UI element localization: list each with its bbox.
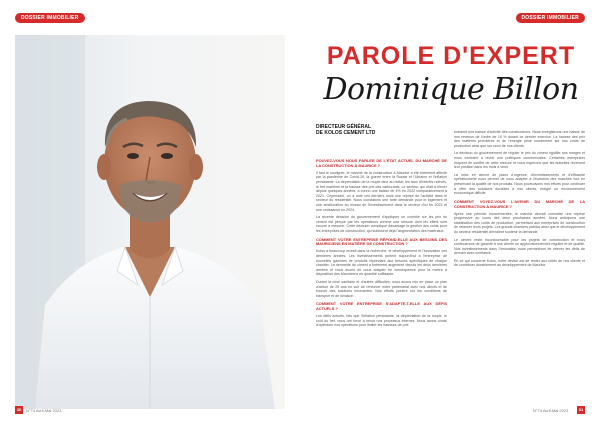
article-column-1 (316, 155, 447, 403)
article-paragraph: La récente décision du gouvernement d'appliquer un contrôle sur les prix du ciment est perçue par les opérateurs comme une mesure dont les effets sont encore à mesurer. Cette décision complique davantage la gestion des coûts pour les entreprises de construction, qui subissent déjà l'augmentation des matériaux. (316, 215, 447, 233)
footer-issue-right: N°74 Avril-Mai 2023 (533, 408, 569, 413)
article-paragraph: entraîné une baisse d'activité des constructeurs. Nous enregistrons une baisse de nos revenus de l'ordre de 10 % durant ce dernier exercice. La hausse des prix des matières premières et de l'énergie pèse lourdement sur nos coûts de production ainsi que sur ceux de nos clients. (454, 130, 585, 148)
article-paragraph: En ce qui concerne Kolos, notre devise est de rester aux côtés de nos clients et de contribuer durablement au développement de Maurice. (454, 258, 585, 268)
portrait-illustration (15, 35, 285, 409)
byline-company: DE KOLOS CEMENT LTD (316, 130, 376, 137)
portrait-photo (15, 35, 285, 409)
section-tag-right: DOSSIER IMMOBILIER (516, 13, 586, 23)
interview-question: COMMENT VOYEZ-VOUS L'AVENIR DU MARCHÉ DE LA CONSTRUCTION À MAURICE ? (454, 198, 585, 209)
expert-name-signature: Dominique Billon (323, 72, 579, 107)
page-number-right: 31 (578, 407, 584, 412)
footer-issue-left: N°74 Avril-Mai 2023 (26, 408, 62, 413)
article-column-2 (454, 130, 585, 403)
interview-question: POUVEZ-VOUS NOUS PARLER DE L'ÉTAT ACTUEL DU MARCHÉ DE LA CONSTRUCTION À MAURICE ? (316, 158, 447, 168)
article-paragraph: Kolos a beaucoup investi dans la recherche, le développement et l'innovation ces dernières années. Les investissements portent aujourd'hui à l'entreprise de nouvelles gammes de produits répondant aux besoins spécifiques de chaque chantier. La demande de ciment a fortement augmenté depuis les deux dernières années et nous avons dû nous adapter en conséquence pour la mettre à disposition des Mauriciens en quantité suffisante. (316, 249, 447, 277)
article-paragraph: La décision du gouvernement de réguler le prix du ciment rigidifie nos marges et nous contraint à revoir nos politiques commerciales. Certaines entreprises risquent de souffrir de cette mesure et nous espérons que les autorités reverront leur position dans les mois à venir. (454, 151, 585, 170)
article-title: PAROLE D'EXPERT (326, 42, 576, 70)
section-tag-left: DOSSIER IMMOBILIER (15, 13, 85, 23)
byline (316, 124, 416, 137)
article-paragraph: Durant la crise sanitaire et d'autres difficultés, nous avons mis en place un plan d'action de 25 ans en vue de renforcer notre partenariat avec nos clients et de trouver des solutions innovantes. Nos efforts portent sur les conditions de transport et de livraison. (316, 279, 447, 298)
page-number-left: 30 (16, 407, 22, 412)
byline-role: DIRECTEUR GÉNÉRAL (316, 124, 372, 130)
article-paragraph: Après une période mouvementée, le marché devrait connaître une reprise progressive au cours des deux prochaines années. Nous anticipons une stabilisation des coûts de production, permettant aux entreprises de construction de relancer leurs projets. Les grands chantiers publics ainsi que le développement du secteur résidentiel devraient soutenir la demande. (454, 211, 585, 234)
article-paragraph: Le ciment reste incontournable pour les projets de construction et nous continuerons de garantir à nos clients un approvisionnement régulier et de qualité. Nos investissements dans l'innovation nous permettront de relever les défis de demain avec confiance. (454, 237, 585, 256)
article-paragraph: La mise en œuvre de plans d'urgence, d'investissements et d'efficacité opérationnelle nous permet de nous adapter à l'évolution des marchés tout en préservant la qualité de nos produits. Nous poursuivons nos efforts pour continuer à offrir des solutions durables à nos clients, malgré un environnement économique difficile. (454, 172, 585, 196)
interview-question: COMMENT VOTRE ENTREPRISE S'ADAPTE-T-ELLE AUX DÉFIS ACTUELS ? (316, 301, 447, 312)
interview-question: COMMENT VOTRE ENTREPRISE RÉPOND-ELLE AUX BESOINS DES MAURICIENS EN MATIÈRE DE CONSTRUCTION ? (316, 236, 447, 247)
article-paragraph: Les défis actuels, tels que l'inflation persistante, la dépréciation de la roupie, le coût du fret, nous ont forcé à revoir nos processus internes. Nous avons choisi d'optimiser nos opérations pour limiter les hausses de prix. (316, 314, 447, 328)
article-paragraph: Il faut le souligner, le marché de la construction à Maurice a été fortement affecté par la pandémie de Covid-19, la guerre entre la Russie et l'Ukraine et l'inflation persistante. La dépréciation de la roupie face au dollar, les taux d'intérêts relevés, le fret maritime et la hausse des prix des carburants. Le secteur, qui était à élever depuis quelques années, a connu une baisse de 4% en 2022 comparativement à 2021. Cependant, on a noté ces derniers mois une reprise de l'activité dans le secteur du résidentiel. Nous constatons une forte demande pour le logement et une amélioration au niveau de l'investissement dans le secteur d'ici fin 2023 et une croissance en 2024. (316, 170, 447, 212)
